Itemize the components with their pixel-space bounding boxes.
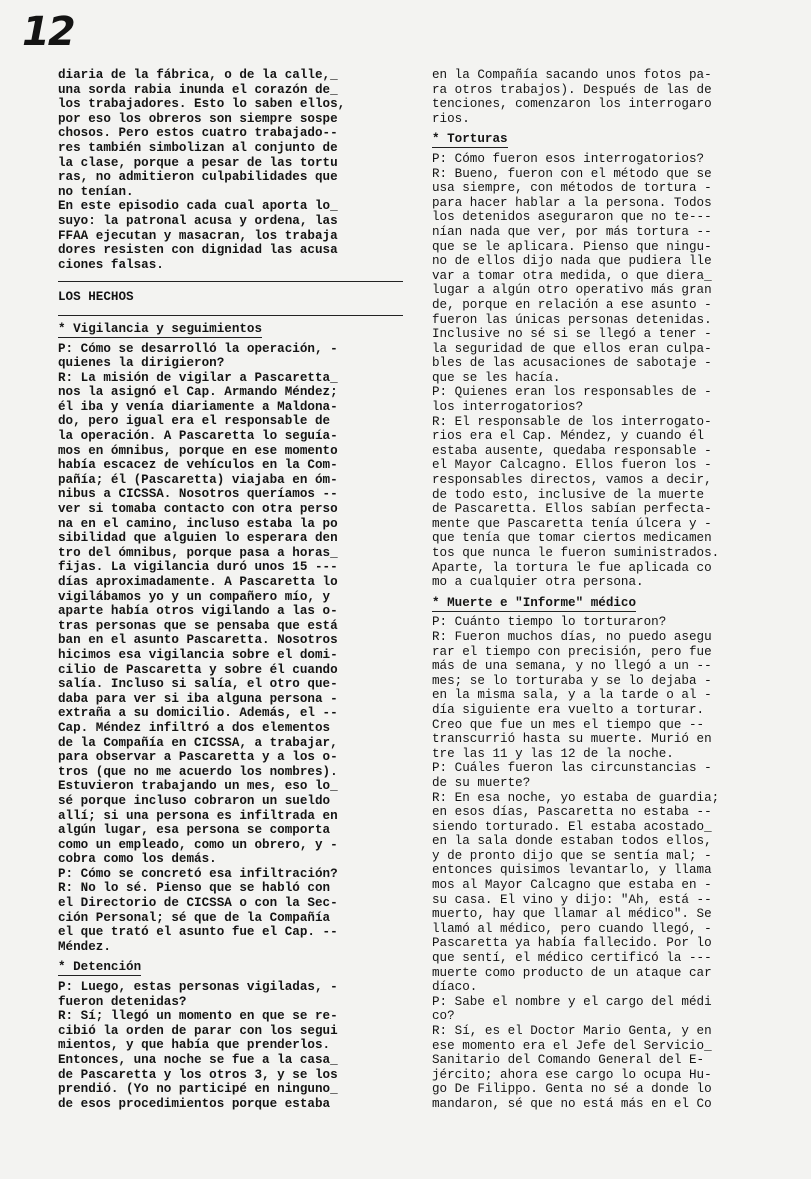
text-line: P: Cómo se desarrolló la operación, - <box>58 341 338 356</box>
text-line: extraña a su domicilio. Además, el -- <box>58 706 338 721</box>
text-line: mientos, y que había que prenderlos. <box>58 1038 331 1053</box>
text-line: días aproximadamente. A Pascaretta lo <box>58 575 338 589</box>
subsection-title-text: * Detención <box>58 960 142 975</box>
text-line: do, pero igual era el responsable de <box>58 414 331 429</box>
text-line: cilio de Pascaretta y sobre él cuando <box>58 662 338 677</box>
text-line: ciones falsas. <box>58 257 164 272</box>
subsection-title <box>432 596 782 611</box>
text-line: no tenían. <box>58 184 134 199</box>
text-line: P: Quienes eran los responsables de - <box>432 385 712 400</box>
text-line: Entonces, una noche se fue a la casa_ <box>58 1053 338 1067</box>
text-line: En este episodio cada cual aporta lo_ <box>58 199 338 214</box>
text-line: tros (que no me acuerdo los nombres). <box>58 764 338 779</box>
text-line: jército; ahora ese cargo lo ocupa Hu- <box>432 1067 712 1082</box>
text-line: responsables directos, vamos a decir, <box>432 473 712 488</box>
text-line: rios. <box>432 111 470 126</box>
text-line: allí; si una persona es infiltrada en <box>58 808 338 823</box>
subsection-title <box>58 322 403 337</box>
text-line: ción Personal; sé que de la Compañía <box>58 910 331 925</box>
text-line: de su muerte? <box>432 775 531 790</box>
text-line: estaba ausente, quedaba responsable - <box>432 443 712 458</box>
text-line: mandaron, sé que no está más en el Co <box>432 1096 712 1111</box>
text-line: sibilidad que alguien lo esperara den <box>58 531 338 546</box>
text-line: llamó al médico, pero cuando llegó, - <box>432 921 712 936</box>
right-column <box>432 68 782 1112</box>
text-line: ese momento era el Jefe del Servicio_ <box>432 1038 712 1053</box>
text-line: R: Bueno, fueron con el método que se <box>432 166 712 181</box>
text-line: sé porque incluso cobraron un sueldo <box>58 793 331 808</box>
text-line: fijas. La vigilancia duró unos 15 --- <box>58 560 338 575</box>
text-line: Inclusive no sé si se llegó a tener - <box>432 327 712 342</box>
text-line: que tenía que tomar ciertos medicamen <box>432 531 712 546</box>
text-line: de Pascaretta. Ellos sabían perfecta- <box>432 502 712 517</box>
section-heading: LOS HECHOS <box>58 290 134 305</box>
text-line: ras, no admitieron culpabilidades que <box>58 170 338 185</box>
text-line: dores resisten con dignidad las acusa <box>58 243 338 258</box>
text-line: R: La misión de vigilar a Pascaretta_ <box>58 370 338 385</box>
text-line: var a tomar otra medida, o que diera_ <box>432 268 712 283</box>
text-line: tos que nunca le fueron suministrados. <box>432 546 720 560</box>
left-column <box>58 68 403 1111</box>
page-number: 12 <box>22 9 74 55</box>
text-line: suyo: la patronal acusa y ordena, las <box>58 213 338 228</box>
text-line: tenciones, comenzaron los interrogaro <box>432 97 712 112</box>
text-line: una sorda rabia inunda el corazón de_ <box>58 82 338 97</box>
text-line: su casa. El vino y dijo: "Ah, está -- <box>432 892 712 907</box>
intro-text <box>432 68 782 126</box>
text-line: chosos. Pero estos cuatro trabajado-- <box>58 126 338 141</box>
text-line: Cap. Méndez infiltró a dos elementos <box>58 720 331 735</box>
text-line: de esos procedimientos porque estaba <box>58 1096 331 1111</box>
text-line: Pascaretta ya había fallecido. Por lo <box>432 936 712 951</box>
text-line: cobra como los demás. <box>58 852 217 867</box>
text-line: nibus a CICSSA. Nosotros queríamos -- <box>58 487 338 502</box>
text-line: P: Cuáles fueron las circunstancias - <box>432 761 712 776</box>
text-line: fueron detenidas? <box>58 994 187 1009</box>
interview-text <box>432 615 782 1111</box>
text-line: hicimos esa vigilancia sobre el domi- <box>58 647 338 662</box>
text-line: de la Compañía en CICSSA, a trabajar, <box>58 735 338 750</box>
text-line: muerto, hay que llamar al médico". Se <box>432 907 712 922</box>
text-line: la clase, porque a pesar de las tortu <box>58 155 338 170</box>
text-line: Estuvieron trabajando un mes, eso lo_ <box>58 779 338 794</box>
text-line: nos la asignó el Cap. Armando Méndez; <box>58 385 338 400</box>
text-line: R: Sí; llegó un momento en que se re- <box>58 1009 338 1024</box>
text-line: tro del ómnibus, porque pasa a horas_ <box>58 545 338 560</box>
text-line: en esos días, Pascaretta no estaba -- <box>432 805 712 820</box>
text-line: mos en ómnibus, porque en ese momento <box>58 443 338 458</box>
text-line: P: Cómo fueron esos interrogatorios? <box>432 151 705 166</box>
text-line: prendió. (Yo no participé en ninguno_ <box>58 1082 338 1097</box>
text-line: de todo esto, inclusive de la muerte <box>432 487 705 502</box>
text-line: en la misma sala, y a la tarde o al - <box>432 688 712 703</box>
text-line: siendo torturado. El estaba acostado_ <box>432 819 712 834</box>
text-line: como un empleado, como un obrero, y - <box>58 837 338 852</box>
text-line: los interrogatorios? <box>432 400 584 415</box>
text-line: mente que Pascaretta tenía úlcera y - <box>432 516 712 531</box>
text-line: tras personas que se pensaba que está <box>58 618 338 633</box>
subsection-title-text: * Muerte e "Informe" médico <box>432 595 637 610</box>
text-line: de, porque en relación a ese asunto - <box>432 297 712 312</box>
text-line: fueron las únicas personas detenidas. <box>432 312 712 327</box>
text-line: mes; se lo torturaba y se lo dejaba - <box>432 673 712 688</box>
text-line: na en el camino, incluso estaba la po <box>58 516 338 531</box>
text-line: R: El responsable de los interrogato- <box>432 414 712 429</box>
text-line: mo a cualquier otra persona. <box>432 575 644 590</box>
text-line: tre las 11 y las 12 de la noche. <box>432 746 674 761</box>
text-line: nían nada que ver, por más tortura -- <box>432 224 712 239</box>
text-line: en la Compañía sacando unos fotos pa- <box>432 68 712 82</box>
interview-text <box>58 980 403 1111</box>
text-line: el que trató el asunto fue el Cap. -- <box>58 925 338 940</box>
text-line: usa siempre, con métodos de tortura - <box>432 181 712 196</box>
text-line: Sanitario del Comando General del E- <box>432 1053 705 1068</box>
text-line: había escacez de vehículos en la Com- <box>58 458 338 473</box>
text-line: díaco. <box>432 980 478 995</box>
text-line: P: Luego, estas personas vigiladas, - <box>58 980 338 995</box>
text-line: entonces quisimos levantarlo, y llama <box>432 863 712 878</box>
text-line: muerte como producto de un ataque car <box>432 965 712 980</box>
text-line: día siguiente era vuelto a torturar. <box>432 702 705 717</box>
text-line: por eso los obreros son siempre sospe <box>58 111 338 126</box>
text-line: res también simbolizan al conjunto de <box>58 140 338 155</box>
text-line: y de pronto dijo que se sentía mal; - <box>432 848 712 863</box>
text-line: la seguridad de que ellos eran culpa- <box>432 341 712 356</box>
text-line: mos al Mayor Calcagno que estaba en - <box>432 878 712 893</box>
text-line: para observar a Pascaretta y a los o- <box>58 750 338 765</box>
text-line: diaria de la fábrica, o de la calle,_ <box>58 68 338 82</box>
text-line: FFAA ejecutan y masacran, los trabaja <box>58 228 338 243</box>
text-line: que se les hacía. <box>432 370 561 385</box>
text-line: R: Sí, es el Doctor Mario Genta, y en <box>432 1024 712 1038</box>
text-line: él iba y venía diariamente a Maldona- <box>58 399 338 414</box>
divider <box>58 281 403 282</box>
text-line: en la sala donde estaban todos ellos, <box>432 834 712 849</box>
text-line: ban en el asunto Pascaretta. Nosotros <box>58 633 338 648</box>
text-line: R: Fueron muchos días, no puedo asegu <box>432 629 712 644</box>
text-line: P: Sabe el nombre y el cargo del médi <box>432 994 712 1009</box>
text-line: aparte había otros vigilando a las o- <box>58 604 338 619</box>
text-line: R: En esa noche, yo estaba de guardia; <box>432 790 720 805</box>
text-line: co? <box>432 1009 455 1024</box>
subsection-title <box>58 960 403 975</box>
text-line: algún lugar, esa persona se comporta <box>58 823 331 838</box>
subsection-title <box>432 132 782 147</box>
text-line: ra otros trabajos). Después de las de <box>432 82 712 97</box>
text-line: que sentí, el médico certificó la --- <box>432 951 712 966</box>
text-line: el Mayor Calcagno. Ellos fueron los - <box>432 458 712 473</box>
subsection-title-text: * Torturas <box>432 132 508 147</box>
text-line: para hacer hablar a la persona. Todos <box>432 195 712 210</box>
text-line: que se le aplicara. Pienso que ningu- <box>432 239 712 254</box>
text-line: R: No lo sé. Pienso que se habló con <box>58 881 331 896</box>
text-line: la operación. A Pascaretta lo seguía- <box>58 429 338 444</box>
text-line: el Directorio de CICSSA o con la Sec- <box>58 896 338 911</box>
intro-text <box>58 68 403 272</box>
text-line: los detenidos aseguraron que no te--- <box>432 210 712 225</box>
divider <box>58 315 403 316</box>
text-line: lugar a algún otro operativo más gran <box>432 283 712 298</box>
text-line: go De Filippo. Genta no sé a donde lo <box>432 1082 712 1097</box>
text-line: los trabajadores. Esto lo saben ellos, <box>58 97 346 112</box>
text-line: no de ellos dijo nada que pudiera lle <box>432 254 712 269</box>
text-line: pañía; él (Pascaretta) viajaba en óm- <box>58 472 338 487</box>
text-line: Creo que fue un mes el tiempo que -- <box>432 717 705 732</box>
text-line: más de una semana, y no llegó a un -- <box>432 659 712 674</box>
interview-text <box>432 152 782 590</box>
text-line: bles de las acusaciones de sabotaje - <box>432 356 712 371</box>
text-line: rios era el Cap. Méndez, y cuando él <box>432 429 705 444</box>
text-line: Aparte, la tortura le fue aplicada co <box>432 560 712 575</box>
text-line: P: Cuánto tiempo lo torturaron? <box>432 615 667 630</box>
text-line: de Pascaretta y los otros 3, y se los <box>58 1067 338 1082</box>
text-line: ver si tomaba contacto con otra perso <box>58 502 338 517</box>
text-line: P: Cómo se concretó esa infiltración? <box>58 866 338 881</box>
interview-text <box>58 342 403 955</box>
text-line: transcurrió hasta su muerte. Murió en <box>432 732 712 747</box>
subsection-title-text: * Vigilancia y seguimientos <box>58 321 263 336</box>
text-line: daba para ver si iba alguna persona - <box>58 691 338 706</box>
text-line: quienes la dirigieron? <box>58 356 225 371</box>
text-line: vigilábamos yo y un compañero mío, y <box>58 589 331 604</box>
text-line: cibió la orden de parar con los segui <box>58 1023 338 1038</box>
text-line: rar el tiempo con precisión, pero fue <box>432 644 712 659</box>
text-line: Méndez. <box>58 939 111 954</box>
text-line: salía. Incluso si salía, el otro que- <box>58 677 338 692</box>
